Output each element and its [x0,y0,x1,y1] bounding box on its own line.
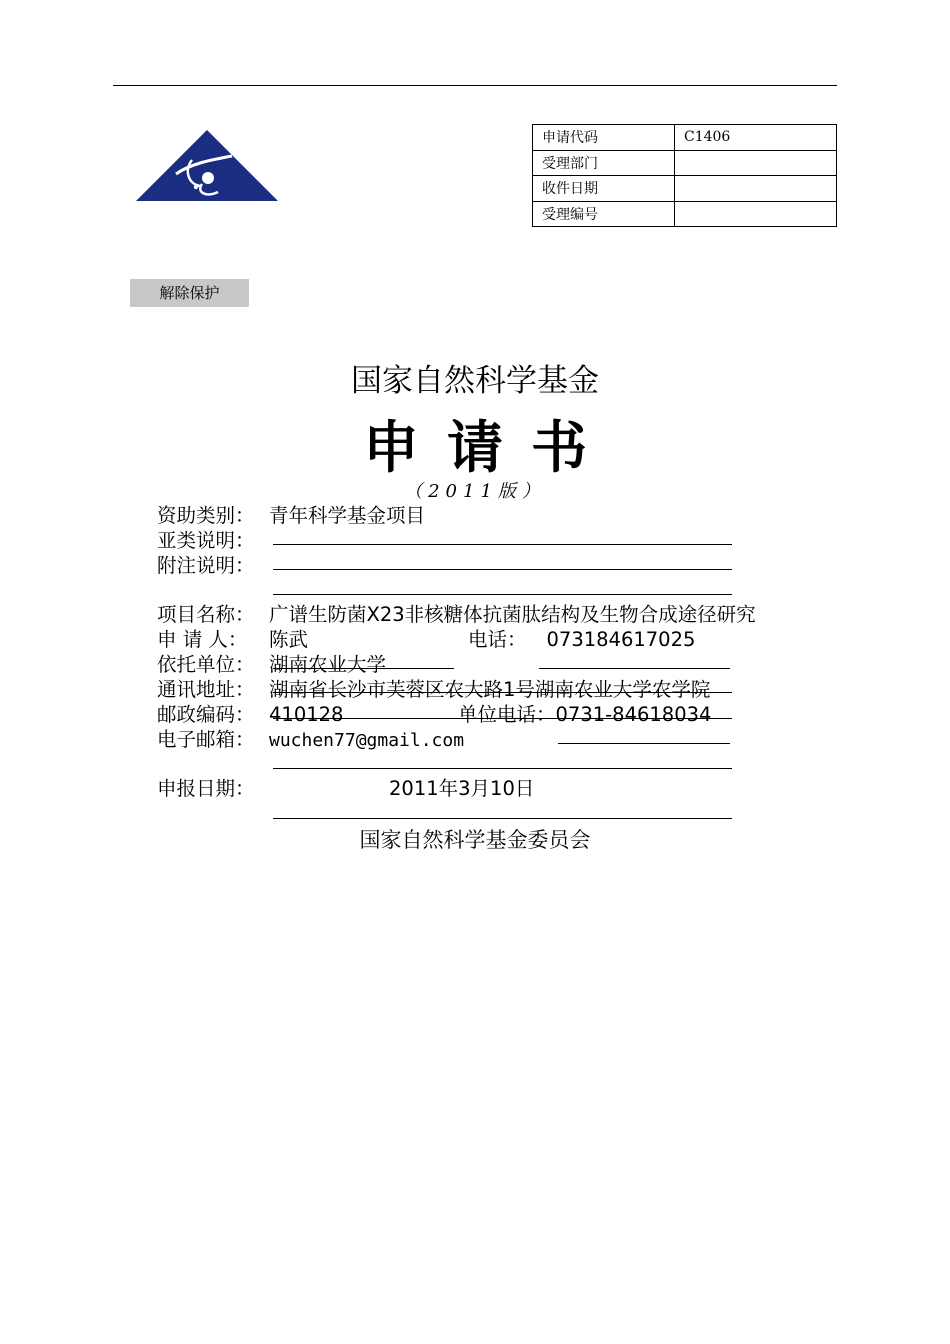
note-underline-2 [273,594,732,595]
document-title: 申请书 [363,415,615,481]
unit-phone-group [458,702,711,727]
institution-value: 湖南农业大学 [269,653,387,676]
note-label: 附注说明： [157,554,255,577]
code-label: 申请代码 [533,125,675,151]
address-label: 通讯地址： [157,678,255,701]
table-row [533,150,837,176]
project-name-value: 广谱生防菌X23非核糖体抗菌肽结构及生物合成途径研究 [269,603,756,626]
address-value: 湖南省长沙市芙蓉区农大路1号湖南农业大学农学院 [269,678,711,701]
email-row [157,727,464,752]
note-underline-1 [273,569,732,570]
postcode-label: 邮政编码： [157,703,255,726]
nsfc-logo-icon [136,130,278,202]
project-name-label: 项目名称： [157,603,255,626]
applicant-value: 陈武 [269,628,309,651]
subtype-label: 亚类说明： [157,529,255,552]
note-row [157,553,269,578]
unprotect-button[interactable]: 解除保护 [130,279,249,307]
project-name-row [157,602,756,627]
unit-phone-label: 单位电话： [458,703,556,726]
accept-number-value [675,201,837,227]
funding-type-value: 青年科学基金项目 [269,504,426,527]
date-row [157,776,269,801]
accept-number-label: 受理编号 [533,201,675,227]
received-date-value [675,176,837,202]
postcode-value: 410128 [269,703,344,726]
table-row [533,201,837,227]
phone-value: 073184617025 [546,628,696,651]
subtype-underline [273,544,732,545]
footer-org: 国家自然科学基金委员会 [359,828,591,852]
unit-phone-value: 0731-84618034 [555,703,712,726]
phone-group [468,627,695,652]
edition-label: （2011版） [404,481,546,502]
institution-underline-2 [539,668,730,669]
table-row [533,176,837,202]
department-value [675,150,837,176]
email-label: 电子邮箱： [157,728,255,751]
phone-label: 电话： [468,628,527,651]
department-label: 受理部门 [533,150,675,176]
institution-underline [273,668,454,669]
applicant-label: 申 请 人： [157,628,248,651]
header-rule [113,85,837,86]
received-date-label: 收件日期 [533,176,675,202]
institution-label: 依托单位： [157,653,255,676]
email-underline [558,743,730,744]
date-value: 2011年3月10日 [389,777,535,800]
address-underline [273,692,732,693]
table-row [533,125,837,151]
org-title: 国家自然科学基金 [351,363,599,399]
postcode-row [157,702,343,727]
code-value: C1406 [675,125,837,151]
email-value: wuchen77@gmail.com [269,730,465,751]
applicant-row [157,627,308,652]
address-row [157,677,710,702]
funding-type-row [157,503,425,528]
date-underline [273,818,732,819]
date-label: 申报日期： [157,777,255,800]
funding-type-label: 资助类别： [157,504,255,527]
application-code-table [532,124,837,227]
email-underline-2 [273,768,732,769]
institution-row [157,652,386,677]
postcode-underline [273,718,732,719]
subtype-row [157,528,269,553]
